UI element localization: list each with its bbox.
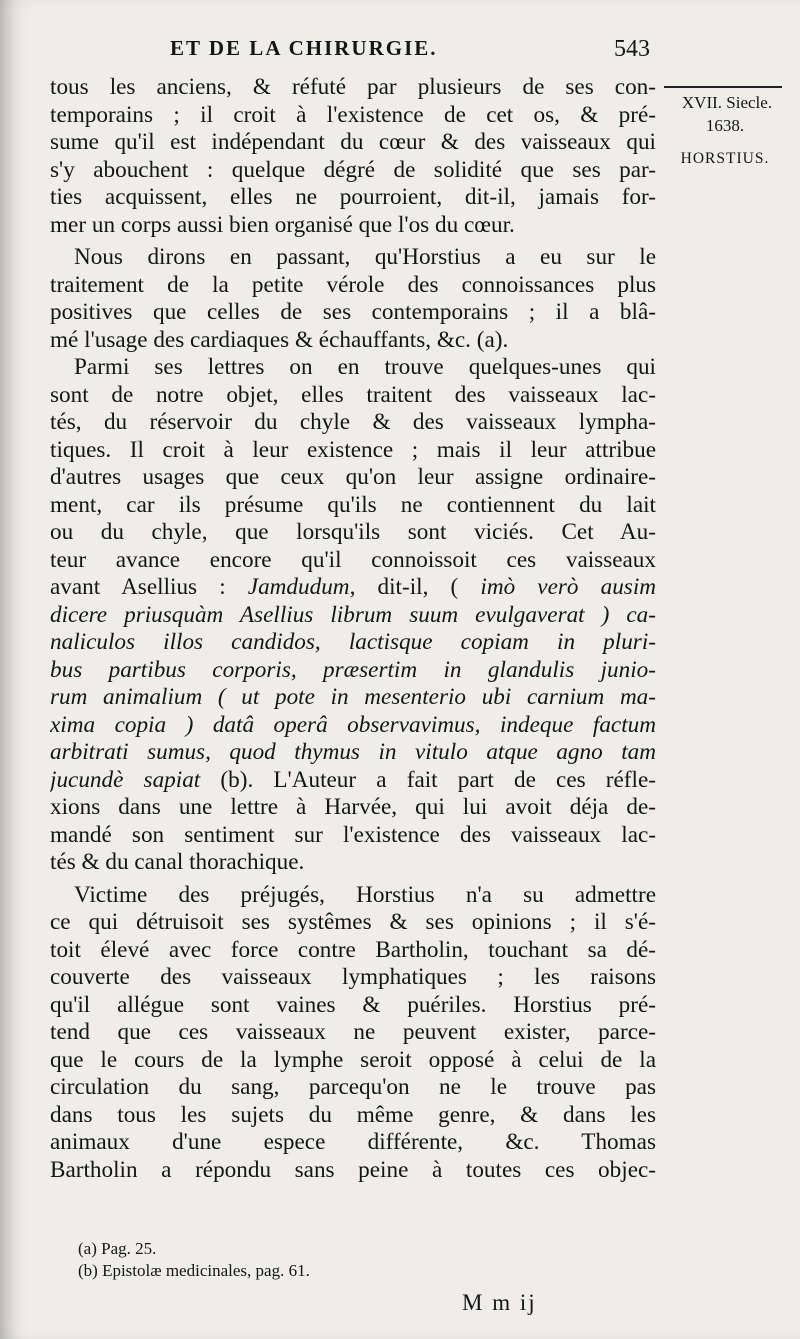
margin-author: HORSTIUS. bbox=[680, 150, 770, 167]
text-line: s'y abouchent : quelque dégré de solidité que ses par- bbox=[50, 156, 656, 183]
text-line: positives que celles de ses contemporains ; il a blâ- bbox=[50, 299, 656, 325]
text-line: mandé son sentiment sur l'existence des vaisseaux lac- bbox=[50, 821, 656, 848]
text-line: ou du chyle, que lorsqu'ils sont viciés. Cet Au- bbox=[50, 519, 656, 545]
latin-quote: Jamdudum bbox=[247, 574, 350, 600]
text-line: d'autres usages que ceux qu'on leur assigne ordinaire- bbox=[50, 464, 656, 490]
text-line: tés & du canal thorachique. bbox=[50, 849, 305, 875]
margin-year: 1638. bbox=[705, 116, 745, 135]
latin-quote-line: bus partibus corporis, præsertim in glandulis junio- bbox=[50, 656, 656, 683]
footnotes bbox=[78, 1238, 638, 1282]
latin-quote: jucundè sapiat bbox=[50, 766, 201, 793]
text-line: dans tous les sujets du même genre, & dans les bbox=[50, 1101, 656, 1128]
main-text bbox=[50, 74, 656, 1184]
text-segment: , dit-il, ( bbox=[349, 574, 459, 600]
text-line: tiques. Il croit à leur existence ; mais il leur attribue bbox=[50, 436, 656, 463]
footnote: (b) Epistolæ medicinales, pag. 61. bbox=[78, 1261, 310, 1280]
latin-quote-line: dicere priusquàm Asellius librum suum evulgaverat ) ca- bbox=[50, 601, 656, 628]
signature-mark: M m ij bbox=[462, 1290, 537, 1315]
latin-quote-line: rum animalium ( ut pote in mesenterio ubi carnium ma- bbox=[50, 684, 656, 710]
text-line bbox=[50, 767, 656, 795]
text-line: Bartholin a répondu sans peine à toutes ces objec- bbox=[50, 1156, 656, 1183]
text-line: ties acquissent, elles ne pourroient, dit-il, jamais for- bbox=[50, 184, 656, 210]
text-segment: avant Asellius : bbox=[50, 574, 226, 600]
text-line: Nous dirons en passant, qu'Horstius a eu sur le bbox=[74, 244, 656, 270]
latin-quote: imò verò ausim bbox=[480, 574, 656, 600]
page-number: 543 bbox=[614, 36, 650, 62]
text-line: couverte des vaisseaux lymphatiques ; les raisons bbox=[50, 964, 656, 990]
text-line: animaux d'une espece différente, &c. Thomas bbox=[50, 1129, 656, 1155]
text-line: que le cours de la lymphe seroit opposé à celui de la bbox=[50, 1046, 656, 1073]
text-line bbox=[50, 574, 656, 602]
footnote: (a) Pag. 25. bbox=[78, 1239, 157, 1258]
page-header bbox=[170, 36, 650, 72]
text-line: sont de notre objet, elles traitent des vaisseaux lac- bbox=[50, 381, 656, 408]
text-line: Parmi ses lettres on en trouve quelques-unes qui bbox=[74, 354, 656, 380]
margin-century: XVII. Siecle. bbox=[681, 93, 773, 112]
text-line: ce qui détruisoit ses systêmes & ses opinions ; il s'é- bbox=[50, 909, 656, 935]
text-line: tés, du réservoir du chyle & des vaisseaux lympha- bbox=[50, 409, 656, 435]
text-segment: (b). L'Auteur a fait part de ces réfle- bbox=[200, 766, 656, 793]
text-line: circulation du sang, parcequ'on ne le trouve pas bbox=[50, 1074, 656, 1100]
text-line: temporains ; il croit à l'existence de cet os, & pré- bbox=[50, 101, 656, 128]
text-line: qu'il allégue sont vaines & puériles. Horstius pré- bbox=[50, 991, 656, 1018]
latin-quote-line: xima copia ) datâ operâ observavimus, indeque factum bbox=[50, 711, 656, 738]
text-line: teur avance encore qu'il connoissoit ces vaisseaux bbox=[50, 546, 656, 573]
text-line: mer un corps aussi bien organisé que l'os du cœur. bbox=[50, 211, 515, 238]
margin-rule bbox=[664, 86, 782, 88]
text-line: tous les anciens, & réfuté par plusieurs de ses con- bbox=[50, 74, 656, 100]
text-line: Victime des préjugés, Horstius n'a su admettre bbox=[74, 881, 656, 908]
latin-quote-line: naliculos illos candidos, lactisque copiam in pluri- bbox=[50, 629, 656, 655]
margin-notes bbox=[660, 86, 790, 170]
running-title: ET DE LA CHIRURGIE. bbox=[170, 36, 438, 60]
text-line: ment, car ils présume qu'ils ne contiennent du lait bbox=[50, 491, 656, 518]
text-line: mé l'usage des cardiaques & échauffants, &c. (a). bbox=[50, 326, 509, 353]
text-line: toit élevé avec force contre Bartholin, touchant sa dé- bbox=[50, 936, 656, 963]
text-line: traitement de la petite vérole des connoissances plus bbox=[50, 271, 656, 298]
text-line: sume qu'il est indépendant du cœur & des vaisseaux qui bbox=[50, 129, 656, 155]
text-line: xions dans une lettre à Harvée, qui lui avoit déja de- bbox=[50, 794, 656, 820]
latin-quote-line: arbitrati sumus, quod thymus in vitulo atque agno tam bbox=[50, 739, 656, 765]
text-line: tend que ces vaisseaux ne peuvent exister, parce- bbox=[50, 1019, 656, 1045]
